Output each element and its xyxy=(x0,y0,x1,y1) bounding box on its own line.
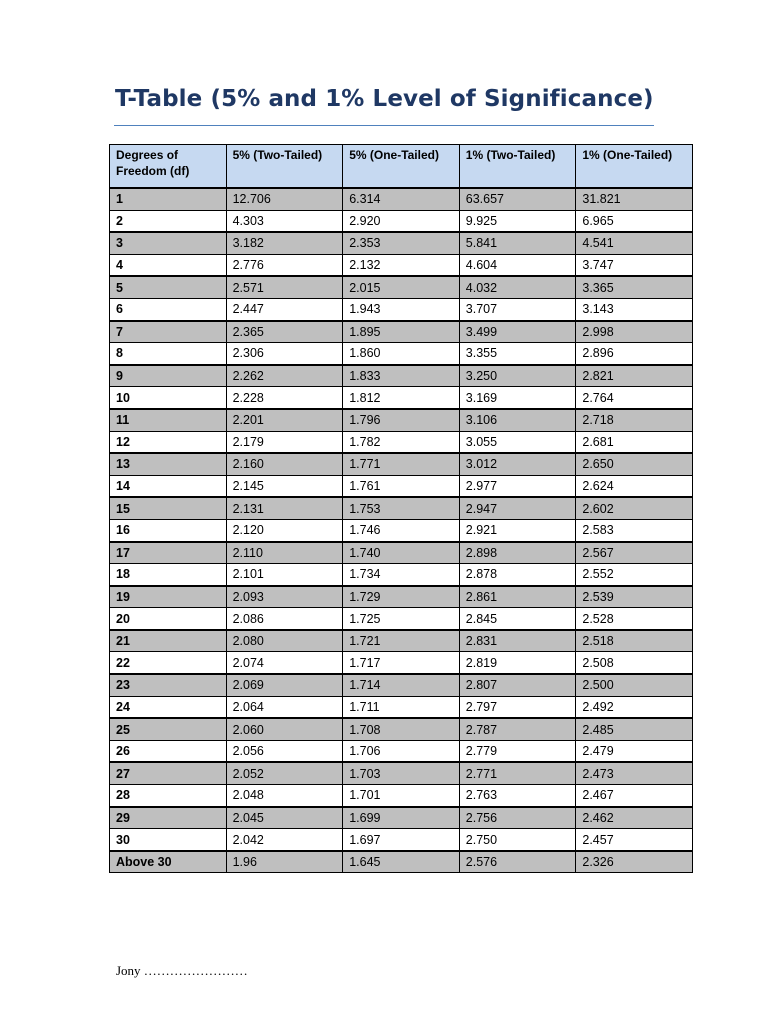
one-one-tailed-cell: 2.624 xyxy=(576,475,693,497)
five-one-tailed-cell: 1.703 xyxy=(343,762,460,784)
one-two-tailed-cell: 3.012 xyxy=(459,453,576,475)
one-one-tailed-cell: 2.492 xyxy=(576,696,693,718)
five-one-tailed-cell: 1.782 xyxy=(343,431,460,453)
table-row xyxy=(110,762,693,784)
one-one-tailed-cell: 2.528 xyxy=(576,608,693,630)
five-one-tailed-cell: 1.701 xyxy=(343,785,460,807)
table-row xyxy=(110,630,693,652)
table-row xyxy=(110,298,693,320)
table-header xyxy=(110,145,693,189)
five-one-tailed-cell: 1.860 xyxy=(343,343,460,365)
table-row xyxy=(110,674,693,696)
five-two-tailed-cell: 2.447 xyxy=(226,298,343,320)
table-row xyxy=(110,851,693,873)
five-two-tailed-cell: 2.093 xyxy=(226,586,343,608)
one-one-tailed-cell: 2.998 xyxy=(576,321,693,343)
five-two-tailed-cell: 2.056 xyxy=(226,740,343,762)
one-one-tailed-cell: 2.485 xyxy=(576,718,693,740)
header-5-one-tailed: 5% (One-Tailed) xyxy=(343,145,460,189)
five-one-tailed-cell: 1.717 xyxy=(343,652,460,674)
one-one-tailed-cell: 2.650 xyxy=(576,453,693,475)
five-two-tailed-cell: 2.064 xyxy=(226,696,343,718)
table-row xyxy=(110,519,693,541)
table-row xyxy=(110,586,693,608)
five-one-tailed-cell: 1.796 xyxy=(343,409,460,431)
df-cell: 14 xyxy=(110,475,227,497)
table-row xyxy=(110,232,693,254)
one-one-tailed-cell: 31.821 xyxy=(576,188,693,210)
one-two-tailed-cell: 2.977 xyxy=(459,475,576,497)
five-one-tailed-cell: 6.314 xyxy=(343,188,460,210)
five-one-tailed-cell: 2.920 xyxy=(343,210,460,232)
df-cell: 20 xyxy=(110,608,227,630)
five-two-tailed-cell: 2.045 xyxy=(226,807,343,829)
one-one-tailed-cell: 6.965 xyxy=(576,210,693,232)
one-one-tailed-cell: 2.500 xyxy=(576,674,693,696)
five-two-tailed-cell: 2.228 xyxy=(226,387,343,409)
five-two-tailed-cell: 2.074 xyxy=(226,652,343,674)
table-body xyxy=(110,188,693,873)
five-one-tailed-cell: 1.761 xyxy=(343,475,460,497)
one-two-tailed-cell: 63.657 xyxy=(459,188,576,210)
table-row xyxy=(110,365,693,387)
one-two-tailed-cell: 2.797 xyxy=(459,696,576,718)
one-two-tailed-cell: 3.499 xyxy=(459,321,576,343)
one-one-tailed-cell: 2.567 xyxy=(576,542,693,564)
five-two-tailed-cell: 2.262 xyxy=(226,365,343,387)
table-row xyxy=(110,718,693,740)
one-one-tailed-cell: 2.583 xyxy=(576,519,693,541)
table-row xyxy=(110,409,693,431)
df-cell: 16 xyxy=(110,519,227,541)
table-row xyxy=(110,542,693,564)
one-one-tailed-cell: 2.552 xyxy=(576,564,693,586)
table-row xyxy=(110,652,693,674)
page-title: T-Table (5% and 1% Level of Significance) xyxy=(115,86,654,112)
five-two-tailed-cell: 2.060 xyxy=(226,718,343,740)
one-two-tailed-cell: 4.032 xyxy=(459,276,576,298)
one-one-tailed-cell: 4.541 xyxy=(576,232,693,254)
df-cell: 9 xyxy=(110,365,227,387)
df-cell: 23 xyxy=(110,674,227,696)
one-one-tailed-cell: 2.539 xyxy=(576,586,693,608)
df-cell: 30 xyxy=(110,829,227,851)
five-two-tailed-cell: 2.080 xyxy=(226,630,343,652)
one-two-tailed-cell: 2.750 xyxy=(459,829,576,851)
df-cell: 24 xyxy=(110,696,227,718)
one-one-tailed-cell: 2.764 xyxy=(576,387,693,409)
df-cell: 1 xyxy=(110,188,227,210)
df-cell: 21 xyxy=(110,630,227,652)
table-row xyxy=(110,321,693,343)
table-row xyxy=(110,829,693,851)
five-one-tailed-cell: 1.714 xyxy=(343,674,460,696)
one-two-tailed-cell: 2.819 xyxy=(459,652,576,674)
one-one-tailed-cell: 2.896 xyxy=(576,343,693,365)
one-one-tailed-cell: 2.462 xyxy=(576,807,693,829)
one-two-tailed-cell: 2.845 xyxy=(459,608,576,630)
one-two-tailed-cell: 2.576 xyxy=(459,851,576,873)
one-two-tailed-cell: 3.250 xyxy=(459,365,576,387)
five-two-tailed-cell: 2.160 xyxy=(226,453,343,475)
five-one-tailed-cell: 1.725 xyxy=(343,608,460,630)
one-two-tailed-cell: 5.841 xyxy=(459,232,576,254)
table-row xyxy=(110,254,693,276)
one-one-tailed-cell: 3.365 xyxy=(576,276,693,298)
df-cell: 28 xyxy=(110,785,227,807)
one-two-tailed-cell: 2.861 xyxy=(459,586,576,608)
five-one-tailed-cell: 1.771 xyxy=(343,453,460,475)
five-one-tailed-cell: 1.943 xyxy=(343,298,460,320)
table-row xyxy=(110,453,693,475)
df-cell: 19 xyxy=(110,586,227,608)
one-two-tailed-cell: 4.604 xyxy=(459,254,576,276)
df-cell: 13 xyxy=(110,453,227,475)
one-two-tailed-cell: 2.898 xyxy=(459,542,576,564)
one-two-tailed-cell: 2.763 xyxy=(459,785,576,807)
one-one-tailed-cell: 2.718 xyxy=(576,409,693,431)
one-one-tailed-cell: 2.508 xyxy=(576,652,693,674)
five-one-tailed-cell: 1.746 xyxy=(343,519,460,541)
header-1-one-tailed: 1% (One-Tailed) xyxy=(576,145,693,189)
df-cell: 5 xyxy=(110,276,227,298)
five-two-tailed-cell: 2.776 xyxy=(226,254,343,276)
one-two-tailed-cell: 3.055 xyxy=(459,431,576,453)
one-two-tailed-cell: 2.947 xyxy=(459,497,576,519)
df-cell: 4 xyxy=(110,254,227,276)
five-two-tailed-cell: 2.069 xyxy=(226,674,343,696)
table-row xyxy=(110,210,693,232)
one-one-tailed-cell: 2.479 xyxy=(576,740,693,762)
one-two-tailed-cell: 3.355 xyxy=(459,343,576,365)
one-two-tailed-cell: 9.925 xyxy=(459,210,576,232)
df-cell: 29 xyxy=(110,807,227,829)
table-row xyxy=(110,608,693,630)
one-one-tailed-cell: 2.602 xyxy=(576,497,693,519)
five-one-tailed-cell: 1.895 xyxy=(343,321,460,343)
table-row xyxy=(110,188,693,210)
five-one-tailed-cell: 2.132 xyxy=(343,254,460,276)
one-one-tailed-cell: 2.821 xyxy=(576,365,693,387)
one-two-tailed-cell: 3.169 xyxy=(459,387,576,409)
five-one-tailed-cell: 1.753 xyxy=(343,497,460,519)
five-one-tailed-cell: 1.734 xyxy=(343,564,460,586)
one-one-tailed-cell: 2.326 xyxy=(576,851,693,873)
five-one-tailed-cell: 1.697 xyxy=(343,829,460,851)
header-df: Degrees of Freedom (df) xyxy=(110,145,227,189)
five-two-tailed-cell: 2.571 xyxy=(226,276,343,298)
table-row xyxy=(110,387,693,409)
df-cell: 27 xyxy=(110,762,227,784)
table-row xyxy=(110,696,693,718)
five-two-tailed-cell: 3.182 xyxy=(226,232,343,254)
table-row xyxy=(110,740,693,762)
five-two-tailed-cell: 2.120 xyxy=(226,519,343,541)
table-row xyxy=(110,431,693,453)
df-cell: 26 xyxy=(110,740,227,762)
five-one-tailed-cell: 1.699 xyxy=(343,807,460,829)
five-two-tailed-cell: 2.042 xyxy=(226,829,343,851)
one-one-tailed-cell: 3.143 xyxy=(576,298,693,320)
one-one-tailed-cell: 2.518 xyxy=(576,630,693,652)
five-one-tailed-cell: 1.711 xyxy=(343,696,460,718)
table-row xyxy=(110,276,693,298)
five-two-tailed-cell: 1.96 xyxy=(226,851,343,873)
df-cell: 7 xyxy=(110,321,227,343)
five-two-tailed-cell: 2.086 xyxy=(226,608,343,630)
one-one-tailed-cell: 3.747 xyxy=(576,254,693,276)
five-one-tailed-cell: 1.708 xyxy=(343,718,460,740)
one-one-tailed-cell: 2.473 xyxy=(576,762,693,784)
one-two-tailed-cell: 3.106 xyxy=(459,409,576,431)
header-1-two-tailed: 1% (Two-Tailed) xyxy=(459,145,576,189)
five-two-tailed-cell: 2.365 xyxy=(226,321,343,343)
five-two-tailed-cell: 2.179 xyxy=(226,431,343,453)
one-two-tailed-cell: 2.831 xyxy=(459,630,576,652)
one-two-tailed-cell: 2.771 xyxy=(459,762,576,784)
five-one-tailed-cell: 1.645 xyxy=(343,851,460,873)
five-two-tailed-cell: 4.303 xyxy=(226,210,343,232)
df-cell: 10 xyxy=(110,387,227,409)
df-cell: Above 30 xyxy=(110,851,227,873)
df-cell: 6 xyxy=(110,298,227,320)
table-row xyxy=(110,497,693,519)
five-one-tailed-cell: 1.729 xyxy=(343,586,460,608)
header-5-two-tailed: 5% (Two-Tailed) xyxy=(226,145,343,189)
df-cell: 12 xyxy=(110,431,227,453)
table-row xyxy=(110,343,693,365)
header-row xyxy=(110,145,693,189)
df-cell: 22 xyxy=(110,652,227,674)
one-one-tailed-cell: 2.681 xyxy=(576,431,693,453)
df-cell: 8 xyxy=(110,343,227,365)
one-two-tailed-cell: 2.779 xyxy=(459,740,576,762)
one-two-tailed-cell: 2.921 xyxy=(459,519,576,541)
table-row xyxy=(110,785,693,807)
five-one-tailed-cell: 1.706 xyxy=(343,740,460,762)
table-row xyxy=(110,564,693,586)
one-two-tailed-cell: 2.807 xyxy=(459,674,576,696)
df-cell: 18 xyxy=(110,564,227,586)
five-one-tailed-cell: 1.740 xyxy=(343,542,460,564)
five-one-tailed-cell: 1.721 xyxy=(343,630,460,652)
five-two-tailed-cell: 2.306 xyxy=(226,343,343,365)
one-two-tailed-cell: 2.756 xyxy=(459,807,576,829)
five-one-tailed-cell: 1.812 xyxy=(343,387,460,409)
one-two-tailed-cell: 2.878 xyxy=(459,564,576,586)
five-two-tailed-cell: 2.052 xyxy=(226,762,343,784)
one-one-tailed-cell: 2.467 xyxy=(576,785,693,807)
df-cell: 15 xyxy=(110,497,227,519)
df-cell: 25 xyxy=(110,718,227,740)
signature-line: Jony …………………… xyxy=(116,963,248,978)
five-one-tailed-cell: 2.015 xyxy=(343,276,460,298)
one-two-tailed-cell: 2.787 xyxy=(459,718,576,740)
five-two-tailed-cell: 2.048 xyxy=(226,785,343,807)
df-cell: 17 xyxy=(110,542,227,564)
df-cell: 3 xyxy=(110,232,227,254)
df-cell: 2 xyxy=(110,210,227,232)
five-two-tailed-cell: 12.706 xyxy=(226,188,343,210)
table-row xyxy=(110,475,693,497)
title-underline xyxy=(114,125,654,126)
table-row xyxy=(110,807,693,829)
five-two-tailed-cell: 2.110 xyxy=(226,542,343,564)
five-one-tailed-cell: 2.353 xyxy=(343,232,460,254)
df-cell: 11 xyxy=(110,409,227,431)
five-two-tailed-cell: 2.101 xyxy=(226,564,343,586)
five-one-tailed-cell: 1.833 xyxy=(343,365,460,387)
five-two-tailed-cell: 2.145 xyxy=(226,475,343,497)
one-one-tailed-cell: 2.457 xyxy=(576,829,693,851)
one-two-tailed-cell: 3.707 xyxy=(459,298,576,320)
five-two-tailed-cell: 2.131 xyxy=(226,497,343,519)
five-two-tailed-cell: 2.201 xyxy=(226,409,343,431)
t-table xyxy=(109,144,693,873)
